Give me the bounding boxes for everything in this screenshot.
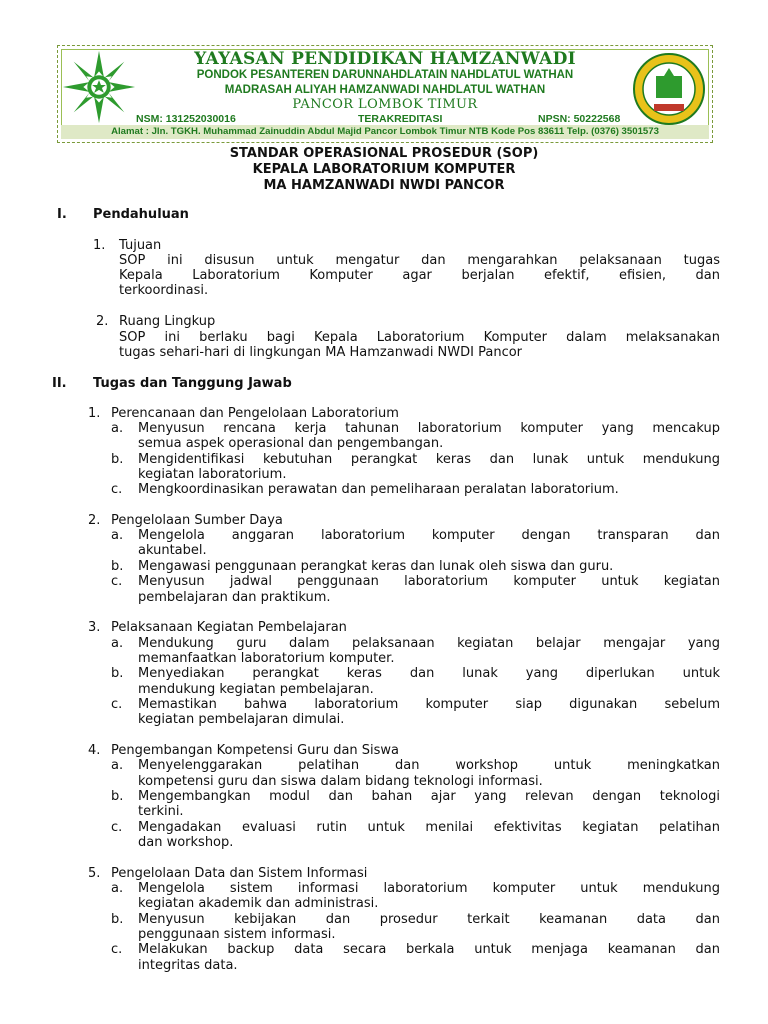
list-item-line: Menyusun kebijakan dan prosedur terkait keamanan data dan <box>138 912 720 927</box>
group-1-label: Perencanaan dan Pengelolaan Laboratorium <box>111 406 399 421</box>
list-marker-a: a. <box>111 528 124 543</box>
nsm-number: NSM: 131252030016 <box>136 113 236 125</box>
location-name: PANCOR LOMBOK TIMUR <box>292 97 478 112</box>
list-item-line: Mengadakan evaluasi rutin untuk menilai efektivitas kegiatan pelatihan <box>138 820 720 835</box>
madrasah-name: MADRASAH ALIYAH HAMZANWADI NAHDLATUL WATHAN <box>224 84 546 96</box>
list-item-line: akuntabel. <box>138 543 207 558</box>
list-marker-b: b. <box>111 452 124 467</box>
list-item-line: penggunaan sistem informasi. <box>138 927 336 942</box>
doc-title-line-2: KEPALA LABORATORIUM KOMPUTER <box>252 162 516 177</box>
list-item-line: Mengawasi penggunaan perangkat keras dan lunak oleh siswa dan guru. <box>138 559 614 574</box>
list-item-line: semua aspek operasional dan pengembangan. <box>138 436 444 451</box>
section-1-heading: Pendahuluan <box>93 207 189 222</box>
list-item-line: Menyediakan perangkat keras dan lunak yang diperlukan untuk <box>138 666 720 681</box>
list-item-line: kegiatan laboratorium. <box>138 467 287 482</box>
list-item-line: Mendukung guru dalam pelaksanaan kegiatan belajar mengajar yang <box>138 636 720 651</box>
list-marker-a: a. <box>111 421 124 436</box>
nw-star-logo-icon <box>60 48 138 126</box>
paragraph-line: terkoordinasi. <box>119 283 209 298</box>
list-marker-c: c. <box>111 482 123 497</box>
group-2-label: Pengelolaan Sumber Daya <box>111 513 283 528</box>
group-5-number: 5. <box>88 866 101 881</box>
group-4-number: 4. <box>88 743 101 758</box>
list-item-line: kegiatan akademik dan administrasi. <box>138 896 379 911</box>
section-2-number: II. <box>52 376 67 391</box>
school-seal-icon <box>632 52 706 126</box>
section-2-heading: Tugas dan Tanggung Jawab <box>93 376 292 391</box>
npsn-number: NPSN: 50222568 <box>538 113 621 125</box>
paragraph-line: SOP ini disusun untuk mengatur dan mengarahkan pelaksanaan tugas <box>119 253 720 268</box>
list-item-line: Mengelola anggaran laboratorium komputer dengan transparan dan <box>138 528 720 543</box>
paragraph-line: SOP ini berlaku bagi Kepala Laboratorium Komputer dalam melaksanakan <box>119 330 720 345</box>
list-item-line: Mengidentifikasi kebutuhan perangkat keras dan lunak untuk mendukung <box>138 452 720 467</box>
doc-title-line-1: STANDAR OPERASIONAL PROSEDUR (SOP) <box>229 146 539 161</box>
accreditation-status: TERAKREDITASI <box>358 113 443 125</box>
list-marker-a: a. <box>111 758 124 773</box>
list-marker-b: b. <box>111 912 124 927</box>
group-1-number: 1. <box>88 406 101 421</box>
list-item-line: Mengembangkan modul dan bahan ajar yang relevan dengan teknologi <box>138 789 720 804</box>
pesantren-name: PONDOK PESANTEREN DARUNNAHDLATAIN NAHDLATUL WATHAN <box>196 69 574 81</box>
list-marker-c: c. <box>111 697 123 712</box>
section-1-number: I. <box>57 207 67 222</box>
list-marker-c: c. <box>111 942 123 957</box>
paragraph-line: tugas sehari-hari di lingkungan MA Hamzanwadi NWDI Pancor <box>119 345 523 360</box>
doc-title-line-3: MA HAMZANWADI NWDI PANCOR <box>263 178 505 193</box>
list-marker-a: a. <box>111 881 124 896</box>
list-marker-b: b. <box>111 789 124 804</box>
list-marker-b: b. <box>111 559 124 574</box>
list-item-line: kompetensi guru dan siswa dalam bidang teknologi informasi. <box>138 774 543 789</box>
item-2-label: Ruang Lingkup <box>119 314 216 329</box>
list-item-line: Mengkoordinasikan perawatan dan pemeliharaan peralatan laboratorium. <box>138 482 619 497</box>
item-1-label: Tujuan <box>119 238 162 253</box>
foundation-name: YAYASAN PENDIDIKAN HAMZANWADI <box>194 49 576 69</box>
list-marker-b: b. <box>111 666 124 681</box>
list-item-line: Menyusun jadwal penggunaan laboratorium komputer untuk kegiatan <box>138 574 720 589</box>
list-item-line: pembelajaran dan praktikum. <box>138 590 331 605</box>
letterhead <box>57 45 713 143</box>
list-item-line: integritas data. <box>138 958 238 973</box>
group-3-label: Pelaksanaan Kegiatan Pembelajaran <box>111 620 347 635</box>
list-item-line: memanfaatkan laboratorium komputer. <box>138 651 395 666</box>
group-5-label: Pengelolaan Data dan Sistem Informasi <box>111 866 368 881</box>
item-1-number: 1. <box>93 238 106 253</box>
list-item-line: mendukung kegiatan pembelajaran. <box>138 682 374 697</box>
list-marker-c: c. <box>111 820 123 835</box>
group-4-label: Pengembangan Kompetensi Guru dan Siswa <box>111 743 400 758</box>
item-2-number: 2. <box>96 314 109 329</box>
list-item-line: dan workshop. <box>138 835 234 850</box>
list-item-line: Memastikan bahwa laboratorium komputer siap digunakan sebelum <box>138 697 720 712</box>
group-2-number: 2. <box>88 513 101 528</box>
list-item-line: Menyelenggarakan pelatihan dan workshop untuk meningkatkan <box>138 758 720 773</box>
list-marker-a: a. <box>111 636 124 651</box>
list-item-line: Melakukan backup data secara berkala untuk menjaga keamanan dan <box>138 942 720 957</box>
paragraph-line: Kepala Laboratorium Komputer agar berjalan efektif, efisien, dan <box>119 268 720 283</box>
list-marker-c: c. <box>111 574 123 589</box>
list-item-line: Menyusun rencana kerja tahunan laboratorium komputer yang mencakup <box>138 421 720 436</box>
list-item-line: kegiatan pembelajaran dimulai. <box>138 712 345 727</box>
group-3-number: 3. <box>88 620 101 635</box>
list-item-line: Mengelola sistem informasi laboratorium komputer untuk mendukung <box>138 881 720 896</box>
address-bar: Alamat : Jln. TGKH. Muhammad Zainuddin Abdul Majid Pancor Lombok Timur NTB Kode Pos 83611 Telp. (0376) 3501573 <box>61 125 709 139</box>
list-item-line: terkini. <box>138 804 184 819</box>
